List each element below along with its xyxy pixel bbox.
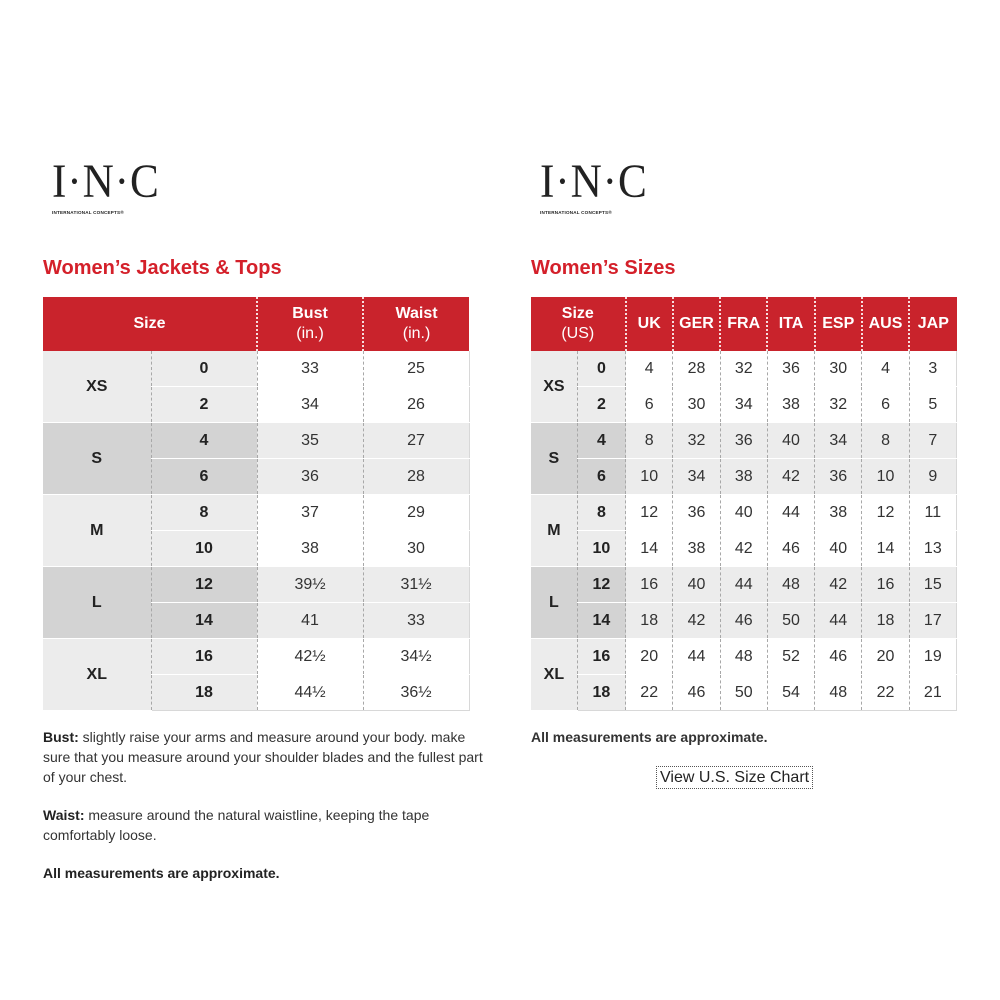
converted-size-value: 38 [720, 459, 767, 495]
converted-size-value: 4 [626, 351, 673, 387]
converted-size-value: 19 [909, 639, 956, 675]
waist-header: Waist (in.) [363, 297, 469, 351]
jackets-tops-size-table [43, 297, 470, 711]
size-group-label: XL [43, 639, 151, 711]
bust-value: 35 [257, 423, 363, 459]
waist-value: 28 [363, 459, 469, 495]
converted-size-value: 10 [626, 459, 673, 495]
country-header-esp: ESP [815, 297, 862, 351]
converted-size-value: 11 [909, 495, 956, 531]
converted-size-value: 10 [862, 459, 909, 495]
size-group-label: L [531, 567, 577, 639]
converted-size-value: 5 [909, 387, 956, 423]
converted-size-value: 4 [862, 351, 909, 387]
converted-size-value: 40 [815, 531, 862, 567]
converted-size-value: 22 [626, 675, 673, 711]
size-number: 14 [151, 603, 257, 639]
table-row [43, 639, 469, 675]
size-group-label: S [531, 423, 577, 495]
converted-size-value: 22 [862, 675, 909, 711]
table-row [531, 423, 957, 459]
converted-size-value: 8 [626, 423, 673, 459]
size-number: 12 [151, 567, 257, 603]
size-number: 18 [151, 675, 257, 711]
country-header-ita: ITA [767, 297, 814, 351]
converted-size-value: 17 [909, 603, 956, 639]
converted-size-value: 38 [673, 531, 720, 567]
converted-size-value: 48 [720, 639, 767, 675]
inc-logo-right [540, 155, 740, 238]
table-row [531, 351, 957, 387]
table-row [43, 567, 469, 603]
converted-size-value: 15 [909, 567, 956, 603]
converted-size-value: 32 [720, 351, 767, 387]
measurement-notes [43, 727, 483, 901]
country-header-aus: AUS [862, 297, 909, 351]
table-row [43, 351, 469, 387]
country-header-jap: JAP [909, 297, 956, 351]
waist-value: 29 [363, 495, 469, 531]
approx-note-left: All measurements are approximate. [43, 865, 280, 881]
converted-size-value: 36 [673, 495, 720, 531]
size-number: 10 [151, 531, 257, 567]
logo-subtitle: INTERNATIONAL CONCEPTS® [540, 210, 612, 215]
size-number: 4 [151, 423, 257, 459]
size-header: Size [43, 297, 257, 351]
size-group-label: XS [531, 351, 577, 423]
bust-header: Bust (in.) [257, 297, 363, 351]
size-number: 6 [151, 459, 257, 495]
converted-size-value: 34 [815, 423, 862, 459]
converted-size-value: 46 [815, 639, 862, 675]
converted-size-value: 54 [767, 675, 814, 711]
size-number: 16 [151, 639, 257, 675]
waist-value: 26 [363, 387, 469, 423]
converted-size-value: 34 [673, 459, 720, 495]
converted-size-value: 32 [673, 423, 720, 459]
converted-size-value: 50 [767, 603, 814, 639]
converted-size-value: 18 [862, 603, 909, 639]
country-header-fra: FRA [720, 297, 767, 351]
logo-mark: I·N·C [540, 155, 648, 208]
converted-size-value: 14 [862, 531, 909, 567]
converted-size-value: 50 [720, 675, 767, 711]
waist-value: 31½ [363, 567, 469, 603]
logo-subtitle: INTERNATIONAL CONCEPTS® [52, 210, 124, 215]
converted-size-value: 42 [767, 459, 814, 495]
inc-logo-left [52, 155, 252, 238]
jackets-tops-title: Women’s Jackets & Tops [43, 257, 282, 279]
size-number: 0 [151, 351, 257, 387]
converted-size-value: 36 [815, 459, 862, 495]
converted-size-value: 42 [673, 603, 720, 639]
converted-size-value: 16 [626, 567, 673, 603]
waist-value: 34½ [363, 639, 469, 675]
bust-value: 41 [257, 603, 363, 639]
us-size-number: 8 [577, 495, 625, 531]
table-row [531, 675, 957, 711]
converted-size-value: 13 [909, 531, 956, 567]
table-row [531, 603, 957, 639]
converted-size-value: 32 [815, 387, 862, 423]
converted-size-value: 44 [673, 639, 720, 675]
converted-size-value: 36 [767, 351, 814, 387]
view-us-size-chart-button[interactable]: View U.S. Size Chart [656, 766, 813, 789]
bust-value: 44½ [257, 675, 363, 711]
bust-value: 42½ [257, 639, 363, 675]
bust-value: 36 [257, 459, 363, 495]
converted-size-value: 40 [720, 495, 767, 531]
converted-size-value: 16 [862, 567, 909, 603]
converted-size-value: 42 [720, 531, 767, 567]
converted-size-value: 44 [720, 567, 767, 603]
size-group-label: XS [43, 351, 151, 423]
waist-value: 36½ [363, 675, 469, 711]
waist-value: 27 [363, 423, 469, 459]
size-group-label: M [43, 495, 151, 567]
converted-size-value: 12 [862, 495, 909, 531]
size-group-label: L [43, 567, 151, 639]
womens-sizes-table [531, 297, 957, 711]
converted-size-value: 46 [673, 675, 720, 711]
size-us-header: Size (US) [531, 297, 626, 351]
approx-note-right: All measurements are approximate. [531, 729, 768, 745]
us-size-number: 10 [577, 531, 625, 567]
converted-size-value: 34 [720, 387, 767, 423]
table-row [531, 387, 957, 423]
us-size-number: 18 [577, 675, 625, 711]
table-row [43, 423, 469, 459]
converted-size-value: 30 [815, 351, 862, 387]
bust-value: 34 [257, 387, 363, 423]
size-group-label: M [531, 495, 577, 567]
table-row [43, 495, 469, 531]
converted-size-value: 6 [862, 387, 909, 423]
us-size-number: 16 [577, 639, 625, 675]
country-header-ger: GER [673, 297, 720, 351]
converted-size-value: 20 [862, 639, 909, 675]
country-header-uk: UK [626, 297, 673, 351]
converted-size-value: 48 [767, 567, 814, 603]
size-group-label: XL [531, 639, 577, 711]
converted-size-value: 40 [673, 567, 720, 603]
womens-sizes-title: Women’s Sizes [531, 257, 676, 279]
bust-note: Bust: slightly raise your arms and measure around your body. make sure that you measure around your shoulder blades and the fullest part of your chest. [43, 729, 483, 785]
waist-value: 25 [363, 351, 469, 387]
converted-size-value: 3 [909, 351, 956, 387]
converted-size-value: 44 [767, 495, 814, 531]
us-size-number: 12 [577, 567, 625, 603]
bust-value: 33 [257, 351, 363, 387]
converted-size-value: 8 [862, 423, 909, 459]
waist-note: Waist: measure around the natural waistline, keeping the tape comfortably loose. [43, 807, 430, 843]
converted-size-value: 38 [815, 495, 862, 531]
table-row [531, 459, 957, 495]
converted-size-value: 14 [626, 531, 673, 567]
waist-value: 30 [363, 531, 469, 567]
converted-size-value: 6 [626, 387, 673, 423]
converted-size-value: 9 [909, 459, 956, 495]
bust-value: 39½ [257, 567, 363, 603]
us-size-number: 2 [577, 387, 625, 423]
bust-value: 37 [257, 495, 363, 531]
table-row [531, 639, 957, 675]
us-size-number: 14 [577, 603, 625, 639]
converted-size-value: 46 [720, 603, 767, 639]
table-row [531, 495, 957, 531]
converted-size-value: 44 [815, 603, 862, 639]
converted-size-value: 7 [909, 423, 956, 459]
logo-mark: I·N·C [52, 155, 160, 208]
converted-size-value: 46 [767, 531, 814, 567]
converted-size-value: 21 [909, 675, 956, 711]
converted-size-value: 30 [673, 387, 720, 423]
table-row [531, 567, 957, 603]
converted-size-value: 18 [626, 603, 673, 639]
converted-size-value: 28 [673, 351, 720, 387]
bust-value: 38 [257, 531, 363, 567]
us-size-number: 4 [577, 423, 625, 459]
converted-size-value: 48 [815, 675, 862, 711]
us-size-number: 0 [577, 351, 625, 387]
size-number: 2 [151, 387, 257, 423]
converted-size-value: 40 [767, 423, 814, 459]
converted-size-value: 52 [767, 639, 814, 675]
converted-size-value: 20 [626, 639, 673, 675]
size-number: 8 [151, 495, 257, 531]
table-row [531, 531, 957, 567]
waist-value: 33 [363, 603, 469, 639]
converted-size-value: 12 [626, 495, 673, 531]
size-group-label: S [43, 423, 151, 495]
converted-size-value: 42 [815, 567, 862, 603]
converted-size-value: 38 [767, 387, 814, 423]
us-size-number: 6 [577, 459, 625, 495]
converted-size-value: 36 [720, 423, 767, 459]
